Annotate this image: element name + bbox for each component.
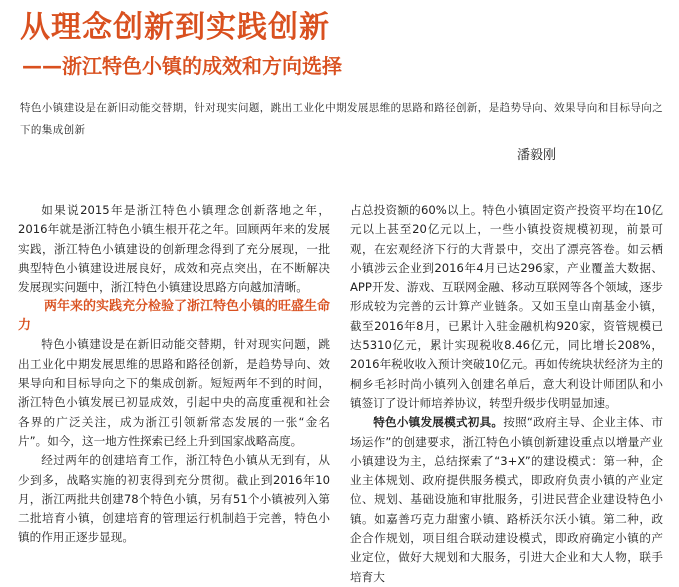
- article-subtitle: ——浙江特色小镇的成效和方向选择: [22, 54, 342, 78]
- left-column: [18, 201, 330, 548]
- article-abstract: 特色小镇建设是在新旧动能交替期，针对现实问题，跳出工业化中期发展思维的思路和路径创新，是趋势导向、效果导向和目标导向之下的集成创新: [20, 102, 664, 136]
- model-text: 按照“政府主导、企业主体、市场运作”的创建要求，浙江特色小镇创新建设重点以增量产业小镇建设为主，总结探索了“3+X”的建设模式：第一种，企业主体规划、政府提供服务模式，即政府负责小镇的产业定位、规划、基础设施和审批服务，引进民营企业建设特色小镇。如嘉善巧克力甜蜜小镇、路桥沃尔沃小镇。第二种，政企合作规划，项目组合联动建设模式，即政府确定小镇的产业定位，做好大规划和大服务，引进大企业和大人物，联手培育大: [350, 415, 663, 584]
- intro-paragraph: 如果说2015年是浙江特色小镇理念创新落地之年，2016年就是浙江特色小镇生根开花之年。回顾两年来的发展实践，浙江特色小镇建设的创新理念得到了充分展现，一批典型特色小镇建设进展良好，成效和亮点突出，在不断解决发展现实问题中，浙江特色小镇建设思路方向越加清晰。: [18, 203, 330, 295]
- section-heading: 两年来的实践充分检验了浙江特色小镇的旺盛生命力: [18, 299, 331, 334]
- body-paragraph-model: [350, 413, 663, 587]
- inline-subheading: 特色小镇发展模式初具。: [373, 415, 504, 430]
- right-column: [350, 201, 663, 587]
- article-title: 从理念创新到实践创新: [20, 10, 330, 45]
- body-paragraph-1: 特色小镇建设是在新旧动能交替期，针对现实问题，跳出工业化中期发展思维的思路和路径创新，是趋势导向、效果导向和目标导向之下的集成创新。短短两年不到的时间，浙江特色小镇发展已初显成效，引起中央的高度重视和社会各界的广泛关注，成为浙江引领新常态发展的一张“金名片”。如今，这一地方性探索已经上升到国家战略高度。: [18, 337, 330, 448]
- body-paragraph-2: 经过两年的创建培育工作，浙江特色小镇从无到有，从少到多，战略实施的初衷得到充分贯彻。截止到2016年10月，浙江两批共创建78个特色小镇，另有51个小镇被列入第二批培育小镇，创建培育的管理运行机制趋于完善，特色小镇的作用正逐步显现。: [18, 453, 330, 545]
- body-paragraph-continued: 占总投资额的60%以上。特色小镇固定资产投资平均在10亿元以上甚至20亿元以上，一些小镇投资规模初现，前景可观，在宏观经济下行的大背景中，交出了漂亮答卷。如云栖小镇涉云企业到2016年4月已达296家，产业覆盖大数据、APP开发、游戏、互联网金融、移动互联网等各个领域，逐步形成较为完善的云计算产业链条。又如玉皇山南基金小镇，截至2016年8月，已累计入驻金融机构920家，资管规模已达5310亿元，累计实现税收8.46亿元，同比增长208%，2016年税收收入预计突破10亿元。再如传统块状经济为主的桐乡毛衫时尚小镇列入创建名单后，意大利设计师团队和小镇签订了设计师培养协议，转型升级步伐明显加速。: [350, 203, 663, 410]
- author-name: 潘毅刚: [517, 148, 557, 163]
